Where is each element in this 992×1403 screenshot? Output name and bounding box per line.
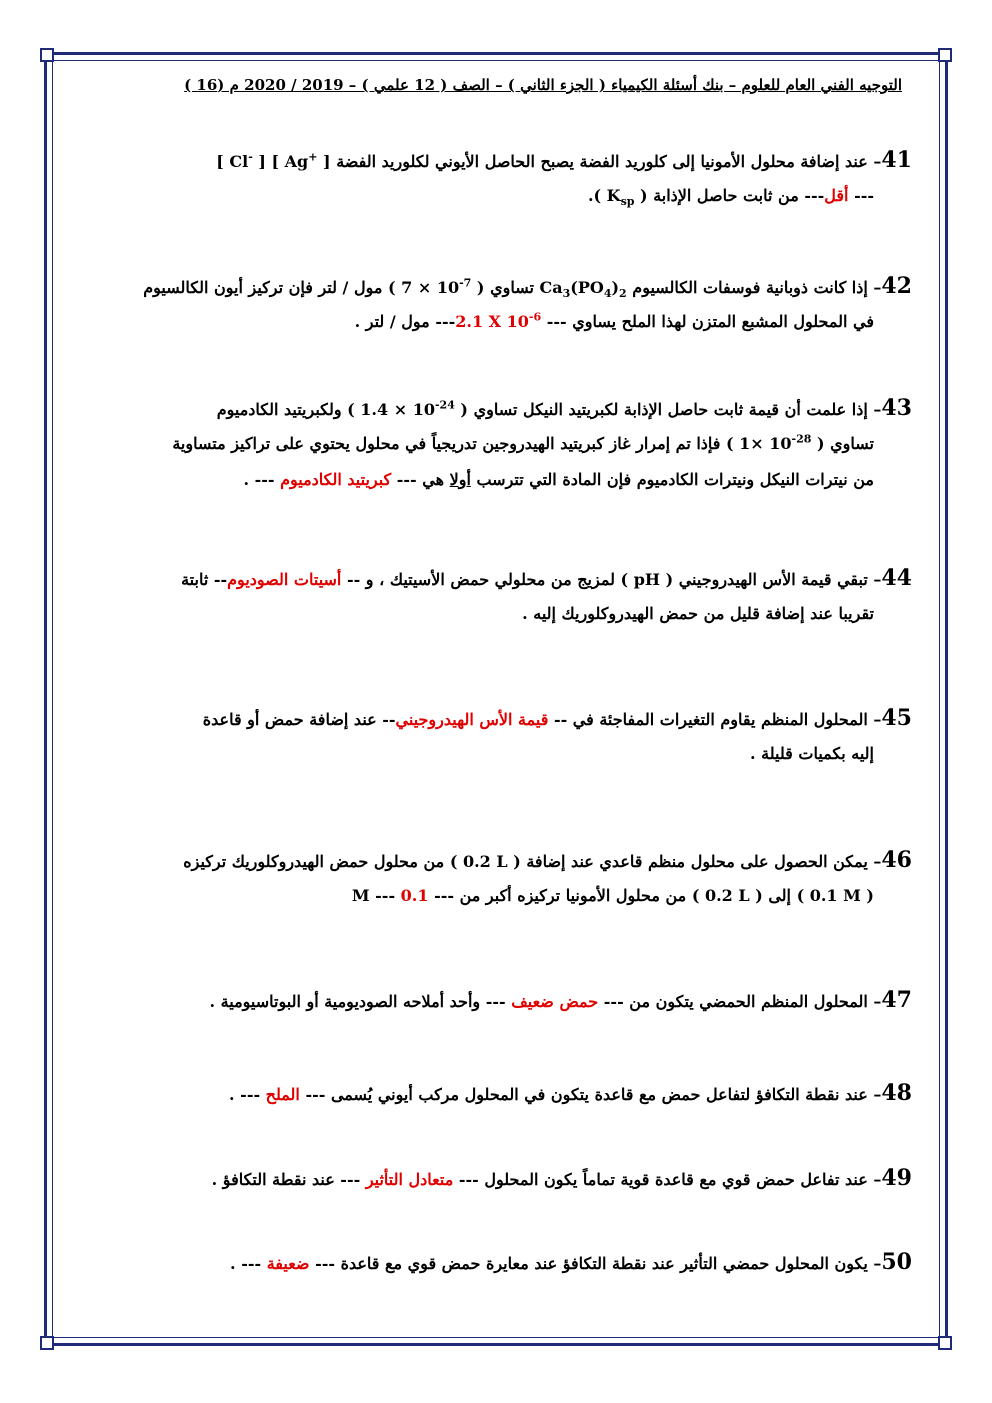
question-48-line-1: 48– عند نقطة التكافؤ لتفاعل حمض مع قاعدة يتكون في المحلول مركب أيوني يُسمى --- الملح --- . [229, 1080, 912, 1106]
question-45-line-1: 45– المحلول المنظم يقاوم التغيرات المفاجئة في -- قيمة الأس الهيدروجيني-- عند إضافة حمض أو قاعدة [202, 705, 912, 731]
answer-text: الملح [265, 1085, 300, 1104]
answer-text: أسيتات الصوديوم [227, 570, 342, 589]
corner-ornament-bottom-right [938, 1336, 952, 1350]
question-43 [80, 390, 912, 498]
question-49 [80, 1160, 912, 1196]
corner-ornament-top-right [938, 48, 952, 62]
question-42-line-2: في المحلول المشبع المتزن لهذا الملح يساوي --- 2.1 X $10^{-6}---$ مول / لتر . [354, 310, 874, 331]
question-number: 42 [881, 273, 912, 299]
question-number: 49 [881, 1165, 912, 1191]
answer-text: 0.1 [400, 886, 429, 905]
question-41-line-2: --- أقل--- من ثابت حاصل الإذابة ( $K_{sp}$ ). [587, 186, 874, 209]
answer-text: قيمة الأس الهيدروجيني [395, 710, 549, 729]
question-43-line-2: تساوي ( $10^{-28} \times 1$ ) فإذا تم إمرار غاز كبريتيد الهيدروجين تدريجياً في محلول يحتوي على تراكيز متساوية [172, 432, 874, 453]
question-number: 50 [881, 1249, 912, 1275]
question-41-line-1: 41– عند إضافة محلول الأمونيا إلى كلوريد الفضة يصبح الحاصل الأيوني لكلوريد الفضة [ Ag+ ] [ Cl- ] [216, 147, 912, 173]
corner-ornament-top-left [40, 48, 54, 62]
question-44 [80, 560, 912, 632]
question-44-line-1: 44– تبقي قيمة الأس الهيدروجيني ( pH ) لمزيج من محلولي حمض الأسيتيك ، و -- أسيتات الصوديوم-- ثابتة [181, 565, 912, 591]
corner-ornament-bottom-left [40, 1336, 54, 1350]
answer-text: 2.1 X $10^{-6}$ [455, 310, 542, 331]
answer-text: أقل [824, 186, 849, 205]
question-number: 43 [881, 395, 912, 421]
answer-text: متعادل التأثير [365, 1170, 454, 1189]
question-48 [80, 1075, 912, 1111]
question-45 [80, 700, 912, 772]
answer-text: ضعيفة [266, 1254, 310, 1273]
answer-text: كبريتيد الكادميوم [280, 470, 392, 489]
page-border-inner [52, 60, 940, 1338]
question-50-line-1: 50– يكون المحلول حمضي التأثير عند نقطة التكافؤ عند معايرة حمض قوي مع قاعدة --- ضعيفة --- . [230, 1249, 912, 1275]
question-number: 48 [881, 1080, 912, 1106]
question-47 [80, 982, 912, 1018]
question-43-line-1: 43– إذا علمت أن قيمة ثابت حاصل الإذابة لكبريتيد النيكل تساوي ( $10^{-24} \times 1.4$ ) ولكبريتيد الكادميوم [216, 395, 912, 421]
question-49-line-1: 49– عند تفاعل حمض قوي مع قاعدة قوية تماماً يكون المحلول --- متعادل التأثير --- عند نقطة التكافؤ . [211, 1165, 912, 1191]
page-header: التوجيه الفني العام للعلوم – بنك أسئلة الكيمياء ( الجزء الثاني ) – الصف ( 12 علمي ) – 2019 / 2020 م (16 ) [184, 76, 902, 94]
question-47-line-1: 47– المحلول المنظم الحمضي يتكون من --- حمض ضعيف --- وأحد أملاحه الصوديومية أو البوتاسيومية . [209, 987, 912, 1013]
question-44-line-2: تقريبا عند إضافة قليل من حمض الهيدروكلوريك إليه . [522, 604, 874, 623]
question-46-line-2: ( 0.1 M ) إلى ( 0.2 L ) من محلول الأمونيا تركيزه أكبر من --- 0.1 --- M [351, 886, 874, 905]
question-42-line-1: 42– إذا كانت ذوبانية فوسفات الكالسيوم $Ca_3(PO_4)_2$ تساوي ( $10^{-7} \times 7$ ) مول / لتر فإن تركيز أيون الكالسيوم [143, 273, 912, 301]
question-42 [80, 268, 912, 340]
question-number: 45 [881, 705, 912, 731]
question-43-line-3: من نيترات النيكل ونيترات الكادميوم فإن المادة التي تترسب أولا هي --- كبريتيد الكادميوم --- . [243, 470, 874, 489]
question-46-line-1: 46– يمكن الحصول على محلول منظم قاعدي عند إضافة ( 0.2 L ) من محلول حمض الهيدروكلوريك تركيزه [183, 847, 912, 873]
question-number: 41 [881, 147, 912, 173]
question-50 [80, 1244, 912, 1280]
question-number: 44 [881, 565, 912, 591]
answer-text: حمض ضعيف [511, 992, 599, 1011]
question-number: 46 [881, 847, 912, 873]
question-46 [80, 842, 912, 914]
question-number: 47 [881, 987, 912, 1013]
question-45-line-2: إليه بكميات قليلة . [750, 744, 874, 763]
question-41 [80, 142, 912, 214]
